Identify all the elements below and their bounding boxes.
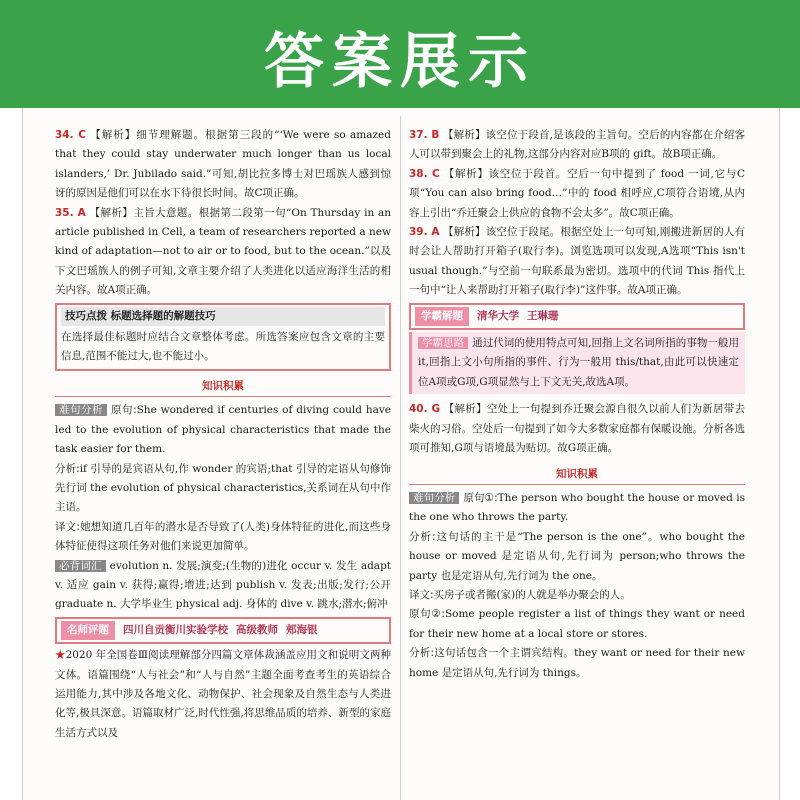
hard-sentence-1: 难句分析 原句①:The person who bought the house or moved is the one who throws the party. (409, 491, 746, 524)
knowledge-title-right: 知识积累 (409, 465, 745, 485)
knowledge-title: 知识积累 (55, 377, 391, 397)
xueba-school: 清华大学 (477, 309, 519, 322)
answer-40: 40. G 【解析】空处上一句提到乔迁聚会源自很久以前人们为新居带去柴火的习俗。空处后一句提到了如今大多数家庭都有保暖设施。分析各选项可推知,G项与语境最为贴切。故G项正确。 (409, 403, 746, 455)
column-divider (400, 116, 401, 800)
answer-37: 37. B 【解析】该空位于段首,是该段的主旨句。空后的内容都在介绍客人可以带到聚会上的礼物,这部分内容对应B项的 gift。故B项正确。 (409, 129, 746, 161)
teacher-school: 四川自贡衡川实验学校 (123, 623, 228, 636)
teacher-name: 郏海银 (286, 623, 318, 636)
answer-34: 34. C 【解析】细节理解题。根据第三段的“‘We were so amazed that they could stay underwater much longer than us local islanders,’ Dr. Jubilado said.”可知,胡比拉多博士对巴瑶族人感到惊讶的原因是他们可以在水下待很长时间。故C项正确。 (55, 129, 391, 200)
teacher-comment: ★2020 年全国卷Ⅲ阅读理解部分四篇文章体裁涵盖应用文和说明文两种文体。语篇围绕“人与社会”和“人与自然”主题全面考查考生的英语综合运用能力,其中涉及各地文化、动物保护、社会现象及自然生态与人类进化等,极具深意。语篇取材广泛,时代性强,将思维品质的培养、新型的家庭生活方式以及 (55, 649, 391, 739)
sentence-analysis: 分析:if 引导的是宾语从句,作 wonder 的宾语;that 引导的定语从句修饰先行词 the evolution of physical characteristics,关系词在从句中作主语。 (55, 462, 391, 514)
answer-35: 35. A 【解析】主旨大意题。根据第二段第一句“On Thursday in an article published in Cell, a team of researchers reported a new kind of adaptation—not to air or to food, but to the ocean.”以及下文巴瑶族人的例子可知,文章主要介绍了人类进化以适应海洋生活的相关内容。故A项正确。 (55, 206, 391, 297)
answer-38: 38. C 【解析】该空位于段首。空后一句中提到了 food 一词,它与C项“You can also bring food…”中的 food 相呼应,C项符合语境,从内容上引出“乔迁聚会上供应的食物不会太多”。故C项正确。 (409, 167, 746, 219)
xueba-name: 王琳珊 (527, 309, 559, 322)
sentence-translation-1: 译文:买房子或者搬(家)的人就是举办聚会的人。 (409, 588, 631, 601)
answer-39: 39. A 【解析】该空位于段尾。根据空处上一句可知,刚搬进新居的人有时会让人帮助打开箱子(取行李)。浏览选项可以发现,A选项“This isn't usual though.”与空前一句联系最为密切。选项中的代词 This 指代上一句中“让人来帮助打开箱子(取行李)”这件事。故A项正确。 (409, 226, 745, 297)
banner-title: 答案展示 (264, 27, 536, 97)
right-column (409, 126, 745, 683)
teacher-title: 高级教师 (236, 623, 278, 636)
tip-header: 技巧点拨 标题选择题的解题技巧 (61, 307, 385, 326)
sentence-translation: 译文:她想知道几百年的潜水是否导致了(人类)身体特征的进化,而这些身体特征使得这项任务对他们来说更加简单。 (55, 520, 391, 553)
teacher-badge: 名师评题 (61, 621, 115, 640)
sentence-analysis-2: 分析:这句话包含一个主谓宾结构。they want or need for their new home 是定语从句,先行词为 things。 (409, 647, 745, 679)
xueba-bar (409, 303, 745, 330)
hard-sentence: 难句分析 原句:She wondered if centuries of diving could have led to the evolution of physical characteristics that made the task easier for them. (55, 404, 391, 456)
teacher-comment-bar (55, 617, 391, 644)
xueba-thought: 学霸思路 通过代词的使用特点可知,回指上文名词所指的事物一般用 it,回指上文小句所指的事件、行为一般用 this/that,由此可以快速定位A项或G项,G项显然与上下文无关,故选A项。 (409, 332, 745, 394)
tip-body: 在选择最佳标题时应结合文章整体考虑。所选答案应包含文章的主要信息,范围不能过大,也不能过小。 (61, 331, 385, 363)
hard-sentence-2: 原句②:Some people register a list of things they want or need for their new home at a local store or stores. (409, 608, 745, 640)
sentence-analysis-1: 分析:这句话的主干是“The person is the one”。who bought the house or moved 是定语从句,先行词为 person;who throws the party 也是定语从句,先行词为 the one。 (409, 530, 745, 582)
xueba-badge: 学霸解题 (415, 307, 469, 326)
vocabulary: 必背词汇 evolution n. 发展;演变;(生物的)进化 occur v. 发生 adapt v. 适应 gain v. 获得;赢得;增进;达到 publish v. 发表;出版;发行;公开 graduate n. 大学毕业生 physical adj. 身体的 dive v. 跳水;潜水;俯冲 (55, 559, 392, 611)
tip-box (55, 303, 391, 371)
header-banner (0, 0, 800, 108)
answer-page (22, 108, 780, 800)
left-column (55, 126, 391, 743)
star-icon: ★ (55, 649, 66, 662)
